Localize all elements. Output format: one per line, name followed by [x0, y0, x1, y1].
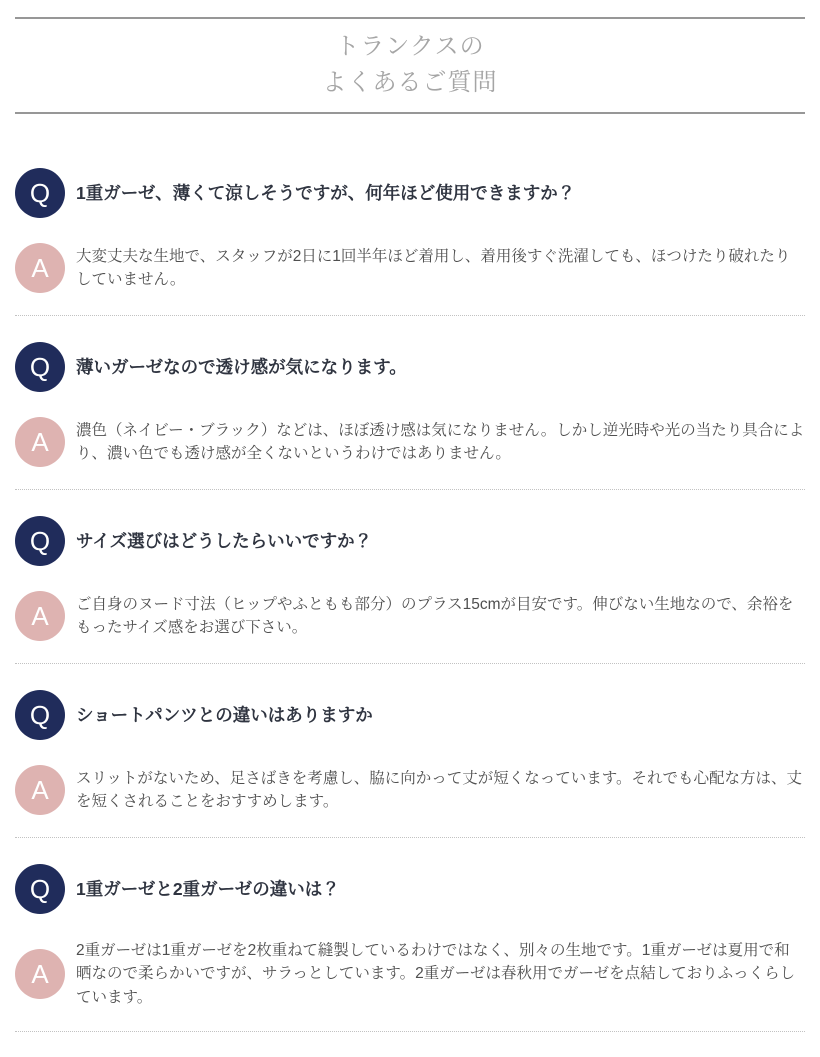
answer-row [15, 591, 805, 641]
question-text: サイズ選びはどうしたらいいですか？ [76, 530, 373, 551]
question-row [15, 864, 805, 914]
question-text: ショートパンツとの違いはありますか [76, 704, 373, 725]
faq-page [0, 17, 820, 1057]
question-text: 1重ガーゼ、薄くて涼しそうですが、何年ほど使用できますか？ [76, 182, 576, 203]
answer-text: 大変丈夫な生地で、スタッフが2日に1回半年ほど着用し、着用後すぐ洗濯しても、ほつけたり破れたりしていません。 [76, 247, 791, 288]
q-badge-icon: Q [15, 342, 65, 392]
answer-row [15, 243, 805, 293]
faq-item-1 [15, 114, 805, 316]
answer-row [15, 765, 805, 815]
question-row [15, 690, 805, 740]
a-badge-icon: A [15, 949, 65, 999]
answer-text: 2重ガーゼは1重ガーゼを2枚重ねて縫製しているわけではなく、別々の生地です。1重ガーゼは夏用で和晒なので柔らかいですが、サラっとしています。2重ガーゼは春秋用でガーゼを点結しておりふっくらしています。 [76, 942, 796, 1006]
page-title [15, 29, 805, 101]
answer-row [15, 939, 805, 1009]
a-badge-icon: A [15, 243, 65, 293]
question-row [15, 516, 805, 566]
faq-list [15, 114, 805, 1032]
answer-text: 濃色（ネイビー・ブラック）などは、ほぼ透け感は気になりません。しかし逆光時や光の当たり具合により、濃い色でも透け感が全くないというわけではありません。 [76, 421, 805, 462]
question-row [15, 342, 805, 392]
q-badge-icon: Q [15, 168, 65, 218]
a-badge-icon: A [15, 765, 65, 815]
question-text: 1重ガーゼと2重ガーゼの違いは？ [76, 878, 340, 899]
question-row [15, 168, 805, 218]
answer-text: ご自身のヌード寸法（ヒップやふともも部分）のプラス15cmが目安です。伸びない生地なので、余裕をもったサイズ感をお選び下さい。 [76, 595, 794, 636]
a-badge-icon: A [15, 591, 65, 641]
q-badge-icon: Q [15, 516, 65, 566]
faq-item-2 [15, 316, 805, 490]
answer-text: スリットがないため、足さばきを考慮し、脇に向かって丈が短くなっています。それでも心配な方は、丈を短くされることをおすすめします。 [76, 769, 803, 810]
faq-item-3 [15, 490, 805, 664]
faq-header [15, 17, 805, 114]
faq-item-5 [15, 838, 805, 1032]
q-badge-icon: Q [15, 864, 65, 914]
page-title-line1: トランクスの [335, 33, 485, 60]
faq-item-4 [15, 664, 805, 838]
q-badge-icon: Q [15, 690, 65, 740]
answer-row [15, 417, 805, 467]
question-text: 薄いガーゼなので透け感が気になります。 [76, 356, 407, 377]
page-title-line2: よくあるご質問 [322, 69, 498, 96]
a-badge-icon: A [15, 417, 65, 467]
